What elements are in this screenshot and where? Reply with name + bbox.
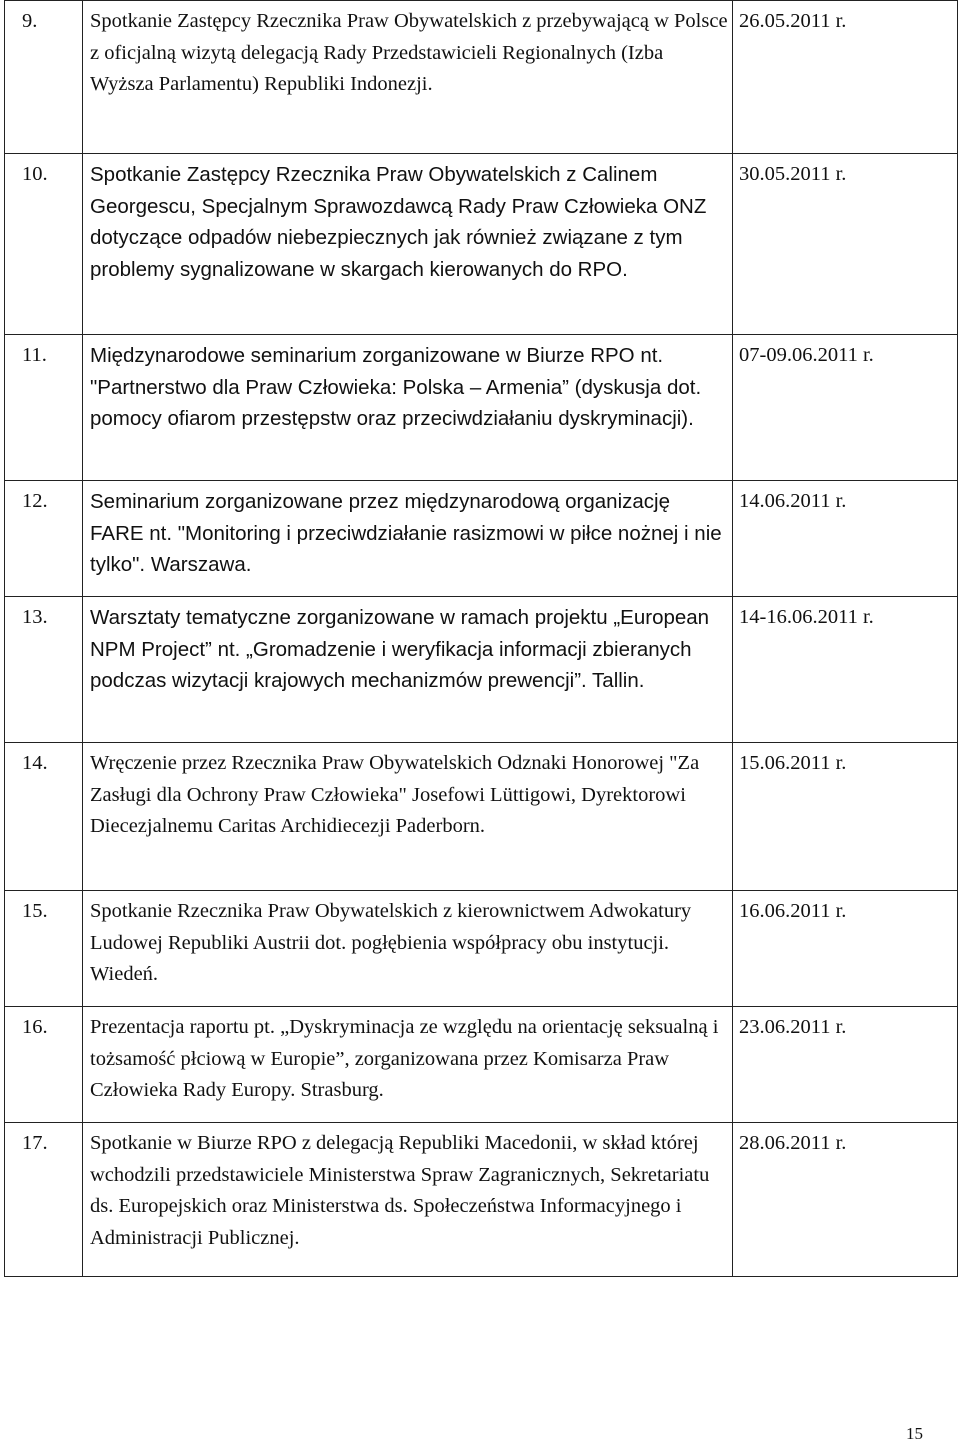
table-row (5, 1, 958, 154)
row-number: 17. (5, 1123, 83, 1277)
row-description: Seminarium zorganizowane przez międzynarodową organizację FARE nt. "Monitoring i przeciwdziałanie rasizmowi w piłce nożnej i nie tylko". Warszawa. (83, 481, 733, 597)
table-row (5, 597, 958, 743)
row-date: 26.05.2011 r. (733, 1, 958, 154)
row-date: 28.06.2011 r. (733, 1123, 958, 1277)
row-number: 10. (5, 154, 83, 335)
row-number: 16. (5, 1007, 83, 1123)
row-date: 30.05.2011 r. (733, 154, 958, 335)
table-row (5, 743, 958, 891)
row-number: 9. (5, 1, 83, 154)
row-description: Spotkanie Rzecznika Praw Obywatelskich z kierownictwem Adwokatury Ludowej Republiki Austrii dot. pogłębienia współpracy obu instytucji. Wiedeń. (83, 891, 733, 1007)
row-description: Wręczenie przez Rzecznika Praw Obywatelskich Odznaki Honorowej "Za Zasługi dla Ochrony Praw Człowieka" Josefowi Lüttigowi, Dyrektorowi Diecezjalnemu Caritas Archidiecezji Paderborn. (83, 743, 733, 891)
table-row (5, 1007, 958, 1123)
row-description: Warsztaty tematyczne zorganizowane w ramach projektu „European NPM Project” nt. „Gromadzenie i weryfikacja informacji zbieranych podczas wizytacji krajowych mechanizmów prewencji”. Tallin. (83, 597, 733, 743)
row-date: 14-16.06.2011 r. (733, 597, 958, 743)
row-date: 16.06.2011 r. (733, 891, 958, 1007)
page-number: 15 (906, 1424, 923, 1443)
row-description: Spotkanie w Biurze RPO z delegacją Republiki Macedonii, w skład której wchodzili przedstawiciele Ministerstwa Spraw Zagranicznych, Sekretariatu ds. Europejskich oraz Ministerstwa ds. Społeczeństwa Informacyjnego i Administracji Publicznej. (83, 1123, 733, 1277)
table-row (5, 335, 958, 481)
events-table (4, 0, 958, 1277)
row-number: 14. (5, 743, 83, 891)
table-row (5, 154, 958, 335)
table-row (5, 481, 958, 597)
row-number: 13. (5, 597, 83, 743)
row-description: Spotkanie Zastępcy Rzecznika Praw Obywatelskich z Calinem Georgescu, Specjalnym Sprawozdawcą Rady Praw Człowieka ONZ dotyczące odpadów niebezpiecznych jak również związane z tym problemy sygnalizowane w skargach kierowanych do RPO. (83, 154, 733, 335)
row-date: 14.06.2011 r. (733, 481, 958, 597)
row-date: 15.06.2011 r. (733, 743, 958, 891)
row-number: 12. (5, 481, 83, 597)
row-description: Międzynarodowe seminarium zorganizowane w Biurze RPO nt. "Partnerstwo dla Praw Człowieka: Polska – Armenia” (dyskusja dot. pomocy ofiarom przestępstw oraz przeciwdziałaniu dyskryminacji). (83, 335, 733, 481)
row-number: 11. (5, 335, 83, 481)
table-row (5, 891, 958, 1007)
row-description: Prezentacja raportu pt. „Dyskryminacja ze względu na orientację seksualną i tożsamość płciową w Europie”, zorganizowana przez Komisarza Praw Człowieka Rady Europy. Strasburg. (83, 1007, 733, 1123)
row-date: 07-09.06.2011 r. (733, 335, 958, 481)
row-date: 23.06.2011 r. (733, 1007, 958, 1123)
row-description: Spotkanie Zastępcy Rzecznika Praw Obywatelskich z przebywającą w Polsce z oficjalną wizytą delegacją Rady Przedstawicieli Regionalnych (Izba Wyższa Parlamentu) Republiki Indonezji. (83, 1, 733, 154)
table-row (5, 1123, 958, 1277)
row-number: 15. (5, 891, 83, 1007)
